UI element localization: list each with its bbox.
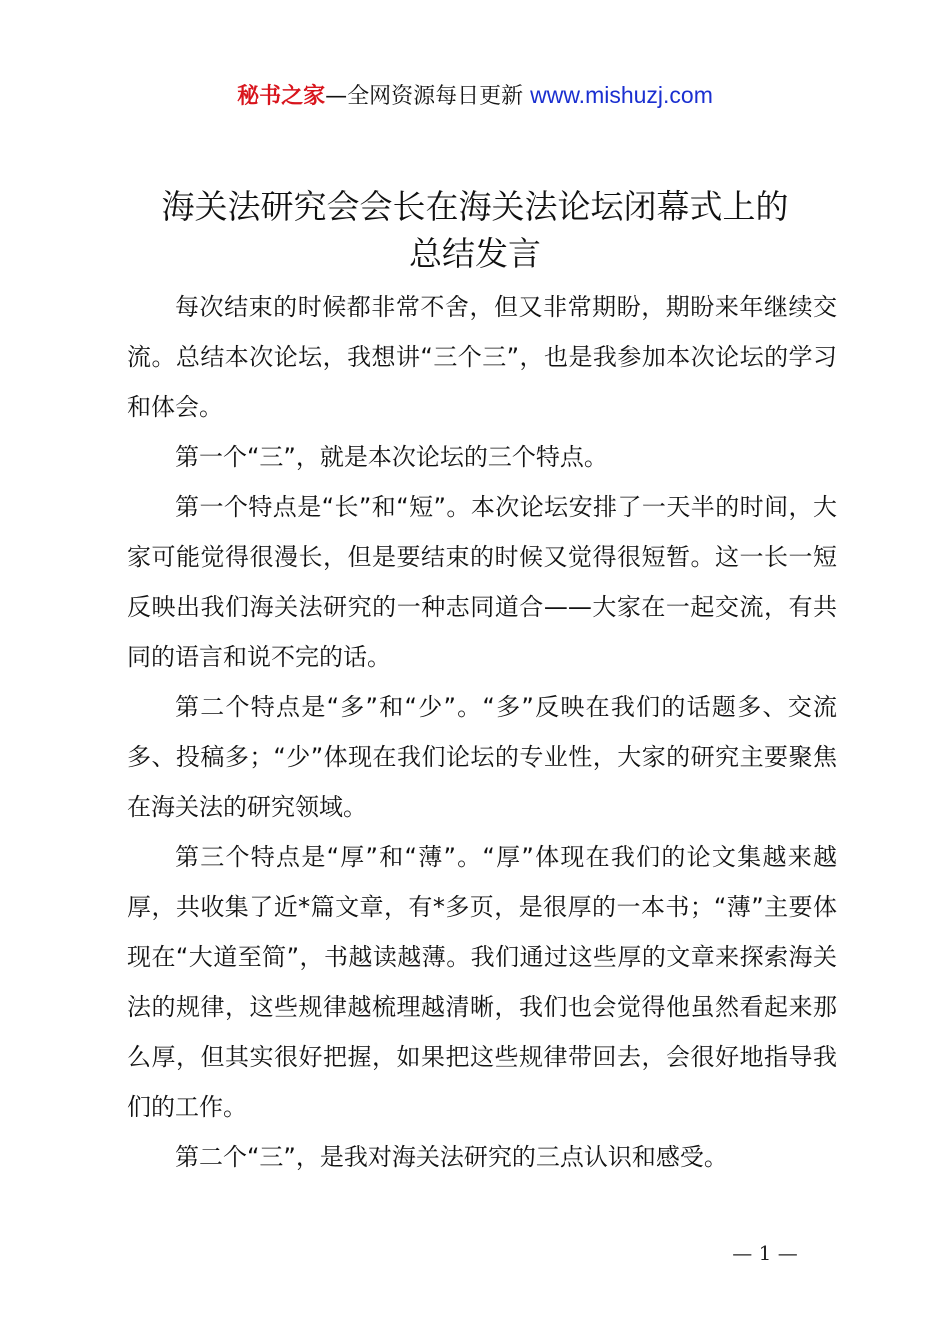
paragraph: 第一个“三”，就是本次论坛的三个特点。 xyxy=(175,443,608,471)
site-brand: 秘书之家 xyxy=(237,84,326,109)
title-line-1: 海关法研究会会长在海关法论坛闭幕式上的 xyxy=(161,187,789,226)
title-line-2: 总结发言 xyxy=(409,234,541,273)
page-number: — 1 — xyxy=(732,1241,798,1265)
paragraph: 第二个特点是“多”和“少”。“多”反映在我们的话题多、交流多、投稿多；“少”体现在我们论坛的专业性，大家的研究主要聚焦在海关法的研究领域。 xyxy=(127,693,837,821)
paragraph: 第三个特点是“厚”和“薄”。“厚”体现在我们的论文集越来越厚，共收集了近*篇文章，有*多页，是很厚的一本书；“薄”主要体现在“大道至简”，书越读越薄。我们通过这些厚的文章来探索海关法的规律，这些规律越梳理越清晰，我们也会觉得他虽然看起来那么厚，但其实很好把握，如果把这些规律带回去，会很好地指导我们的工作。 xyxy=(127,843,837,1121)
document-body xyxy=(127,282,837,1182)
site-tagline: —全网资源每日更新 xyxy=(325,84,531,109)
site-url-link[interactable]: www.mishuzj.com xyxy=(530,82,713,108)
paragraph: 第一个特点是“长”和“短”。本次论坛安排了一天半的时间，大家可能觉得很漫长，但是要结束的时候又觉得很短暂。这一长一短反映出我们海关法研究的一种志同道合——大家在一起交流，有共同的语言和说不完的话。 xyxy=(127,493,837,671)
site-header xyxy=(0,78,950,114)
paragraph: 第二个“三”，是我对海关法研究的三点认识和感受。 xyxy=(175,1143,728,1171)
document-title xyxy=(0,183,950,277)
paragraph: 每次结束的时候都非常不舍，但又非常期盼，期盼来年继续交流。总结本次论坛，我想讲“三个三”，也是我参加本次论坛的学习和体会。 xyxy=(127,293,837,421)
